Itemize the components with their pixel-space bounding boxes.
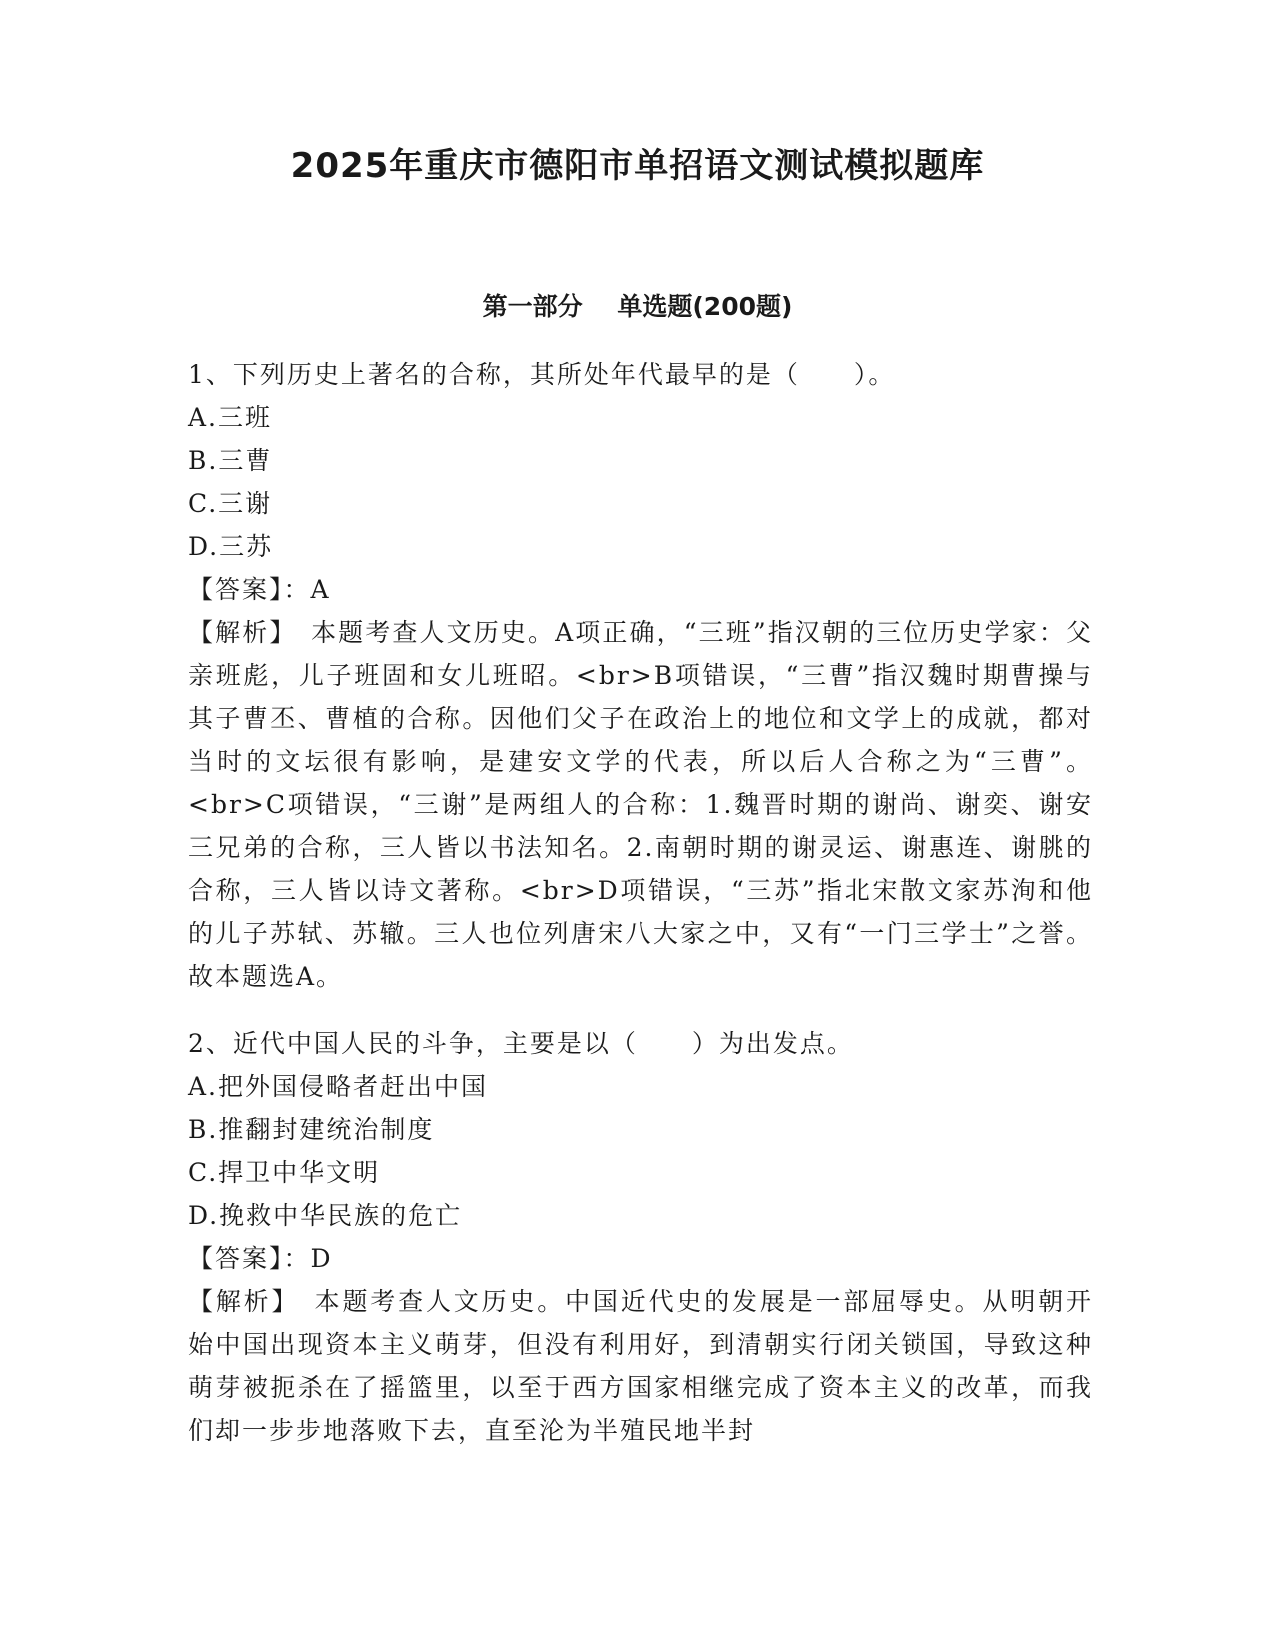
option-d: D.三苏 xyxy=(188,532,274,561)
option-c: C.捍卫中华文明 xyxy=(188,1158,381,1187)
analysis: 【解析】 本题考查人文历史。中国近代史的发展是一部屈辱史。从明朝开始中国出现资本主义萌芽，但没有利用好，到清朝实行闭关锁国，导致这种萌芽被扼杀在了摇篮里，以至于西方国家相继完成了资本主义的改革，而我们却一步步地落败下去，直至沦为半殖民地半封 xyxy=(188,1287,1093,1445)
option-b: B.推翻封建统治制度 xyxy=(188,1115,435,1144)
answer: 【答案】：A xyxy=(188,575,331,604)
option-b: B.三曹 xyxy=(188,446,273,475)
answer: 【答案】：D xyxy=(188,1244,333,1273)
option-a: A.把外国侵略者赶出中国 xyxy=(188,1072,489,1101)
section-title: 第一部分 单选题(200题) xyxy=(482,292,793,321)
question-stem: 2、近代中国人民的斗争，主要是以（ ）为出发点。 xyxy=(188,1029,854,1058)
option-d: D.挽救中华民族的危亡 xyxy=(188,1201,463,1230)
option-a: A.三班 xyxy=(188,403,273,432)
question-1 xyxy=(188,353,1093,998)
analysis: 【解析】 本题考查人文历史。A项正确，“三班”指汉朝的三位历史学家：父亲班彪，儿子班固和女儿班昭。<br>B项错误，“三曹”指汉魏时期曹操与其子曹丕、曹植的合称。因他们父子在政治上的地位和文学上的成就，都对当时的文坛很有影响，是建安文学的代表，所以后人合称之为“三曹”。<br>C项错误，“三谢”是两组人的合称：1.魏晋时期的谢尚、谢奕、谢安三兄弟的合称，三人皆以书法知名。2.南朝时期的谢灵运、谢惠连、谢朓的合称，三人皆以诗文著称。<br>D项错误，“三苏”指北宋散文家苏洵和他的儿子苏轼、苏辙。三人也位列唐宋八大家之中，又有“一门三学士”之誉。故本题选A。 xyxy=(188,618,1093,991)
document-title: 2025年重庆市德阳市单招语文测试模拟题库 xyxy=(290,146,985,186)
question-stem: 1、下列历史上著名的合称，其所处年代最早的是（ ）。 xyxy=(188,360,896,389)
question-2 xyxy=(188,1022,1093,1452)
option-c: C.三谢 xyxy=(188,489,273,518)
